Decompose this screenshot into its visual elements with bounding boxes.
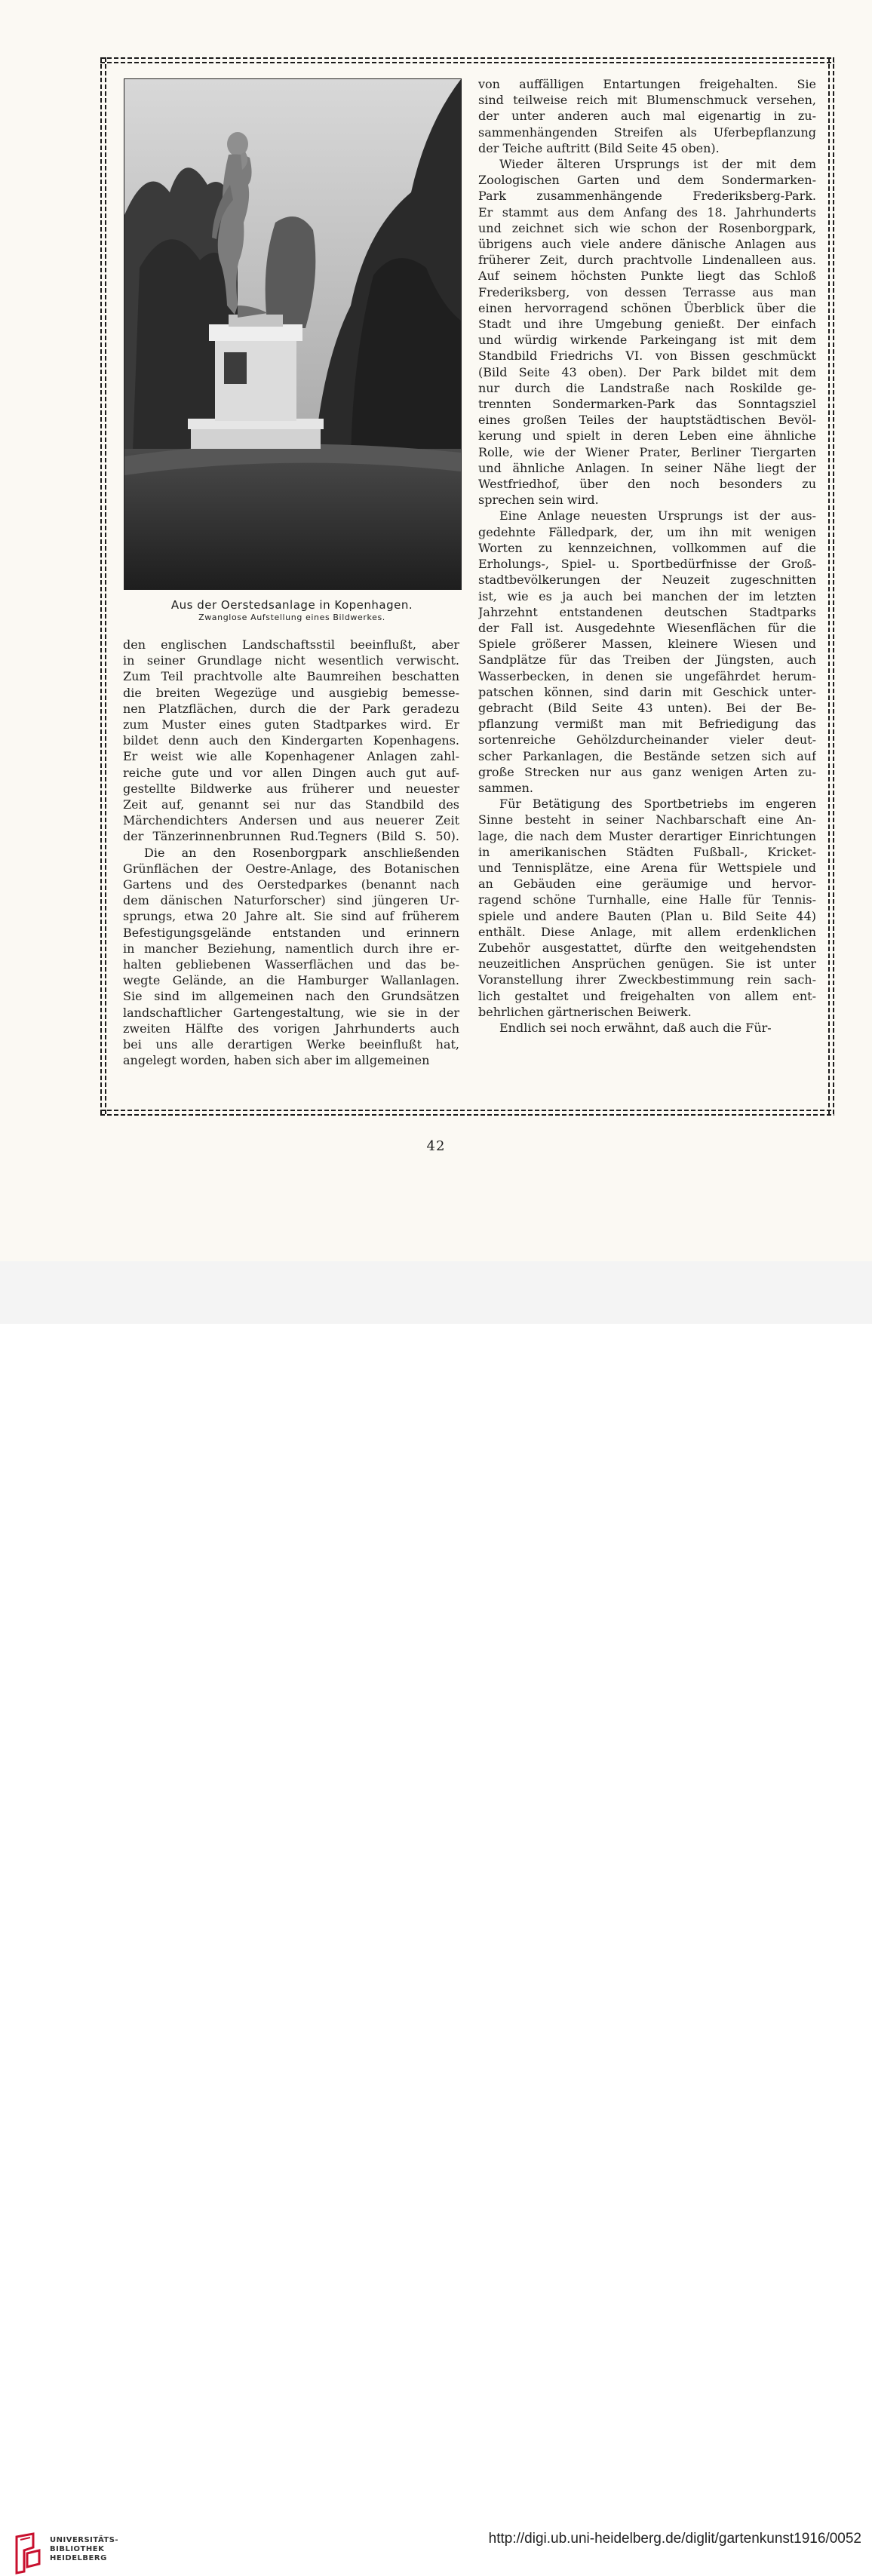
caption-title: Aus der Oerstedsanlage in Kopenhagen. <box>170 598 413 612</box>
text-line: sprechen sein wird. <box>478 493 599 508</box>
text-line: Sinne besteht in seiner Nachbarschaft eine An- <box>478 812 816 827</box>
text-line: Eine Anlage neuesten Ursprungs ist der aus- <box>499 508 816 523</box>
frame-top-border <box>100 57 834 63</box>
text-line: Westfriedhof, über den noch besonders zu <box>478 477 816 492</box>
text-line: in seiner Grundlage nicht wesentlich verwischt. <box>123 653 459 668</box>
text-line: spiele und andere Bauten (Plan u. Bild Seite 44) <box>478 908 816 923</box>
text-line: früherer Zeit, durch prachtvolle Lindenalleen aus. <box>478 253 816 268</box>
statue-photo-illustration <box>124 79 461 589</box>
text-line: sammenhängenden Streifen als Uferbepflanzung <box>478 124 816 140</box>
text-line: von auffälligen Entartungen freigehalten. Sie <box>478 77 816 91</box>
text-line: Voranstellung ihrer Zweckbestimmung rein sach- <box>478 972 816 987</box>
text-line: trennten Sondermarken-Park das Sonntagsziel <box>478 397 816 412</box>
text-line: stadtbevölkerungen der Neuzeit zugeschnitten <box>478 573 816 588</box>
text-line: sammen. <box>478 780 533 795</box>
text-line: große Strecken nur aus ganz wenigen Arten zu- <box>478 764 816 779</box>
text-line: Die an den Rosenborgpark anschließenden <box>144 845 459 860</box>
text-line: wegte Gelände, an die Hamburger Wallanlagen. <box>123 973 459 988</box>
text-line: ist, wie es ja auch bei manchen der im letzten <box>478 588 816 603</box>
library-name-line1: UNIVERSITÄTS- <box>50 2536 119 2544</box>
text-line: Jahrzehnt entstandenen deutschen Stadtparks <box>478 604 816 619</box>
text-line: neuzeitlichen Ansprüchen genügen. Sie ist unter <box>478 956 816 972</box>
text-line: Grünflächen der Oestre-Anlage, des Botanischen <box>123 861 459 876</box>
text-line: der Fall ist. Ausgedehnte Wiesenflächen für die <box>478 620 816 635</box>
text-line: Sie sind im allgemeinen nach den Grundsätzen <box>123 989 459 1004</box>
text-line: reiche gute und vor allen Dingen auch gut auf- <box>123 765 459 780</box>
text-line: lich gestaltet und freigehalten von allem ent- <box>478 988 816 1003</box>
text-line: sprungs, etwa 20 Jahre alt. Sie sind auf früherem <box>123 909 459 924</box>
text-line: der Tänzerinnenbrunnen Rud.Tegners (Bild S. 50). <box>123 829 459 844</box>
library-name-line2: BIBLIOTHEK <box>50 2545 105 2553</box>
text-line: einen hervorragend schönen Überblick über die <box>478 300 816 315</box>
text-line: und würdig wirkende Parkeingang ist mit dem <box>478 333 816 348</box>
digitization-url-link[interactable]: http://digi.ub.uni-heidelberg.de/diglit/gartenkunst1916/0052 <box>488 2531 861 2547</box>
text-line: bildet denn auch den Kindergarten Kopenhagens. <box>123 733 459 748</box>
text-line: Standbild Friedrichs VI. von Bissen geschmückt <box>478 348 816 364</box>
text-line: zum Muster eines guten Stadtparkes wird. Er <box>123 717 459 732</box>
caption-subtitle: Zwanglose Aufstellung eines Bildwerkes. <box>198 613 385 622</box>
library-name <box>50 2536 118 2563</box>
text-line: landschaftlicher Gartengestaltung, wie sie in der <box>123 1005 459 1020</box>
library-name-line3: HEIDELBERG <box>50 2554 107 2562</box>
statue-photograph <box>124 78 462 590</box>
text-line: den englischen Landschaftsstil beeinflußt, aber <box>123 637 459 652</box>
text-line: Zeit auf, genannt sei nur das Standbild des <box>123 797 459 812</box>
text-line: Gartens und des Oerstedparkes (benannt nach <box>123 877 459 892</box>
text-line: Märchendichters Andersen und aus neuerer Zeit <box>123 813 459 828</box>
text-line: bei uns alle derartigen Werke beeinflußt hat, <box>123 1037 459 1052</box>
text-line: gestellte Bildwerke aus früherer und neuester <box>123 781 459 796</box>
text-line: die breiten Wegezüge und ausgiebig bemesse- <box>123 685 459 700</box>
text-line: Spiele größerer Massen, kleinere Wiesen und <box>478 637 816 652</box>
right-text-column <box>478 76 816 1036</box>
text-line: an Gebäuden eine geräumige und hervor- <box>478 877 816 892</box>
text-line: lage, die nach dem Muster derartiger Einrichtungen <box>478 828 816 843</box>
text-line: Zum Teil prachtvolle alte Baumreihen beschatten <box>123 669 459 684</box>
text-line: Auf seinem höchsten Punkte liegt das Schloß <box>478 269 816 284</box>
text-line: ragend schöne Turnhalle, eine Halle für Tennis- <box>478 892 816 907</box>
text-line: enthält. Diese Anlage, mit allem erdenklichen <box>478 924 816 939</box>
text-line: Endlich sei noch erwähnt, daß auch die Für- <box>499 1020 772 1035</box>
frame-right-border <box>828 57 834 1116</box>
text-line: nen Platzflächen, durch die der Park geradezu <box>123 701 459 716</box>
text-line: gebracht (Bild Seite 43 unten). Bei der Be- <box>478 700 816 715</box>
text-line: angelegt worden, haben sich aber im allgemeinen <box>123 1053 430 1068</box>
text-line: in mancher Beziehung, namentlich durch ihre er- <box>123 941 459 956</box>
library-footer <box>0 1261 872 2562</box>
text-line: halten gebliebenen Wasserflächen und das be- <box>123 957 459 972</box>
text-line: eines großen Teiles der hauptstädtischen Bevöl- <box>478 413 816 428</box>
text-line: Stadt und ihre Umgebung genießt. Der einfach <box>478 317 816 332</box>
text-line: Wasserbecken, in denen sie ungefährdet herum- <box>478 668 816 683</box>
scanned-page <box>0 0 872 1261</box>
text-line: Worten zu kennzeichnen, vollkommen auf die <box>478 540 816 555</box>
text-line: Frederiksberg, von dessen Terrasse aus man <box>478 284 816 299</box>
text-line: Zoologischen Garten und dem Sondermarken- <box>478 173 816 188</box>
text-line: zweiten Hälfte des vorigen Jahrhunderts auch <box>123 1021 459 1036</box>
text-line: Rolle, wie der Wiener Prater, Berliner Tiergarten <box>478 444 816 459</box>
text-line: Erholungs-, Spiel- u. Sportbedürfnisse der Groß- <box>478 557 816 572</box>
text-line: patschen können, sind darin mit Geschick unter- <box>478 684 816 699</box>
text-line: sind teilweise reich mit Blumenschmuck versehen, <box>478 93 816 108</box>
text-line: dem dänischen Naturforscher) sind jüngeren Ur- <box>123 893 459 908</box>
text-line: übrigens auch viele andere dänische Anlagen aus <box>478 237 816 252</box>
photo-caption <box>124 598 460 624</box>
text-line: und zeichnet sich wie schon der Rosenborgpark, <box>478 220 816 235</box>
text-line: Wieder älteren Ursprungs ist der mit dem <box>499 157 816 172</box>
text-line: Zubehör ausgestattet, dürfte den weitgehendsten <box>478 940 816 955</box>
text-line: (Bild Seite 43 oben). Der Park bildet mit dem <box>478 364 816 379</box>
page-number: 42 <box>426 1138 446 1154</box>
text-line: in amerikanischen Städten Fußball-, Kricket- <box>478 844 816 859</box>
text-line: und ähnliche Anlagen. In seiner Nähe liegt der <box>478 460 816 475</box>
text-line: nur durch die Landstraße nach Roskilde ge- <box>478 380 816 395</box>
text-line: Für Betätigung des Sportbetriebs im engeren <box>499 797 816 812</box>
text-line: Sandplätze für das Treiben der Jüngsten, auch <box>478 652 816 668</box>
text-line: Befestigungsgelände entstanden und erinnern <box>123 925 459 940</box>
text-line: gedehnte Fälledpark, der, um ihn mit wenigen <box>478 524 816 539</box>
text-line: pflanzung vermißt man mit Befriedigung das <box>478 717 816 732</box>
text-line: kerung und spielt in deren Leben eine ähnliche <box>478 428 816 444</box>
text-line: scher Parkanlagen, die Bestände setzen sich auf <box>478 748 816 763</box>
text-line: der unter anderen auch mal eigenartig in zu- <box>478 109 816 124</box>
text-line: Er stammt aus dem Anfang des 18. Jahrhunderts <box>478 204 816 220</box>
frame-left-border <box>100 57 106 1116</box>
text-line: sortenreiche Gehölzdurcheinander vieler deut- <box>478 732 816 748</box>
text-line: Er weist wie alle Kopenhagener Anlagen zahl- <box>123 749 459 764</box>
text-line: behrlichen gärtnerischen Beiwerk. <box>478 1004 692 1019</box>
text-line: der Teiche auftritt (Bild Seite 45 oben). <box>478 140 720 155</box>
frame-bottom-border <box>100 1110 834 1116</box>
left-text-column <box>123 637 459 1068</box>
text-line: und Tennisplätze, eine Arena für Wettspiele und <box>478 860 816 875</box>
text-line: Park zusammenhängende Frederiksberg-Park. <box>478 189 816 204</box>
university-library-logo-icon <box>11 2531 44 2576</box>
